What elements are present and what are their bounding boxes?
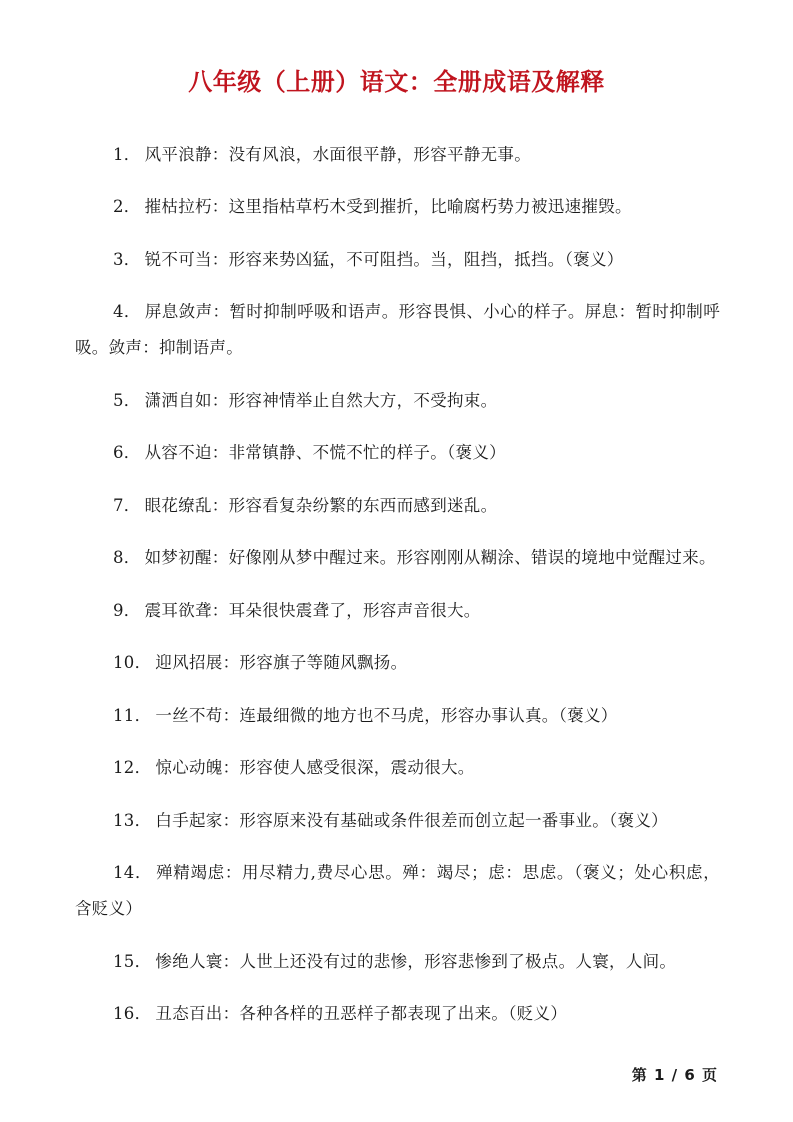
entry-number: 16． [113, 1004, 152, 1023]
entry-number: 4． [113, 302, 141, 321]
entry-text: 从容不迫：非常镇静、不慌不忙的样子。（褒义） [144, 443, 506, 462]
idiom-entry [75, 383, 720, 419]
idiom-entry [75, 294, 720, 366]
entry-number: 3． [113, 249, 141, 269]
idiom-list [75, 120, 720, 1047]
entry-text: 丑态百出：各种各样的丑恶样子都表现了出来。（贬义） [155, 1004, 568, 1023]
idiom-entry [75, 698, 720, 734]
entry-number: 8． [113, 548, 141, 567]
entry-number: 9． [113, 600, 141, 620]
entry-text: 惨绝人寰：人世上还没有过的悲惨，形容悲惨到了极点。人寰，人间。 [155, 951, 677, 971]
idiom-entry [75, 645, 720, 681]
entry-number: 2． [113, 197, 141, 216]
page-number: 第 1 / 6 页 [631, 1066, 718, 1084]
entry-text: 摧枯拉朽：这里指枯草朽木受到摧折，比喻腐朽势力被迅速摧毁。 [144, 197, 632, 216]
entry-text: 锐不可当：形容来势凶猛，不可阻挡。当，阻挡，抵挡。（褒义） [144, 249, 624, 269]
entry-text: 眼花缭乱：形容看复杂纷繁的东西而感到迷乱。 [144, 495, 498, 515]
idiom-entry [75, 944, 720, 980]
idiom-entry [75, 242, 720, 278]
entry-number: 12． [113, 758, 152, 777]
idiom-entry [75, 435, 720, 471]
entry-text: 屏息敛声：暂时抑制呼吸和语声。形容畏惧、小心的样子。屏息：暂时抑制呼吸。敛声：抑制语声。 [75, 302, 720, 357]
idiom-entry [75, 803, 720, 839]
idiom-entry [75, 189, 720, 225]
entry-number: 6． [113, 443, 141, 462]
entry-text: 潇洒自如：形容神情举止自然大方，不受拘束。 [144, 390, 498, 410]
idiom-entry [75, 996, 720, 1032]
entry-text: 震耳欲聋：耳朵很快震聋了，形容声音很大。 [144, 600, 481, 620]
entry-number: 10． [113, 653, 152, 672]
entry-number: 11． [113, 705, 152, 725]
entry-text: 一丝不苟：连最细微的地方也不马虎，形容办事认真。（褒义） [155, 705, 618, 725]
entry-text: 惊心动魄：形容使人感受很深，震动很大。 [155, 758, 475, 777]
entry-number: 13． [113, 810, 152, 830]
idiom-entry [75, 855, 720, 927]
entry-text: 白手起家：形容原来没有基础或条件很差而创立起一番事业。（褒义） [155, 810, 668, 830]
entry-number: 1． [113, 144, 141, 164]
idiom-entry [75, 488, 720, 524]
entry-number: 15． [113, 951, 152, 971]
entry-text: 如梦初醒：好像刚从梦中醒过来。形容刚刚从糊涂、错误的境地中觉醒过来。 [144, 548, 716, 567]
document-title: 八年级（上册）语文：全册成语及解释 [188, 68, 605, 96]
entry-number: 5． [113, 390, 141, 410]
idiom-entry [75, 137, 720, 173]
entry-number: 14． [113, 863, 153, 882]
entry-text: 迎风招展：形容旗子等随风飘扬。 [155, 653, 408, 672]
entry-text: 风平浪静：没有风浪，水面很平静，形容平静无事。 [144, 144, 532, 164]
entry-text: 殚精竭虑：用尽精力,费尽心思。殚：竭尽；虑：思虑。（褒义；处心积虑，含贬义） [75, 863, 720, 918]
idiom-entry [75, 750, 720, 786]
idiom-entry [75, 540, 720, 576]
idiom-entry [75, 593, 720, 629]
entry-number: 7． [113, 495, 141, 515]
